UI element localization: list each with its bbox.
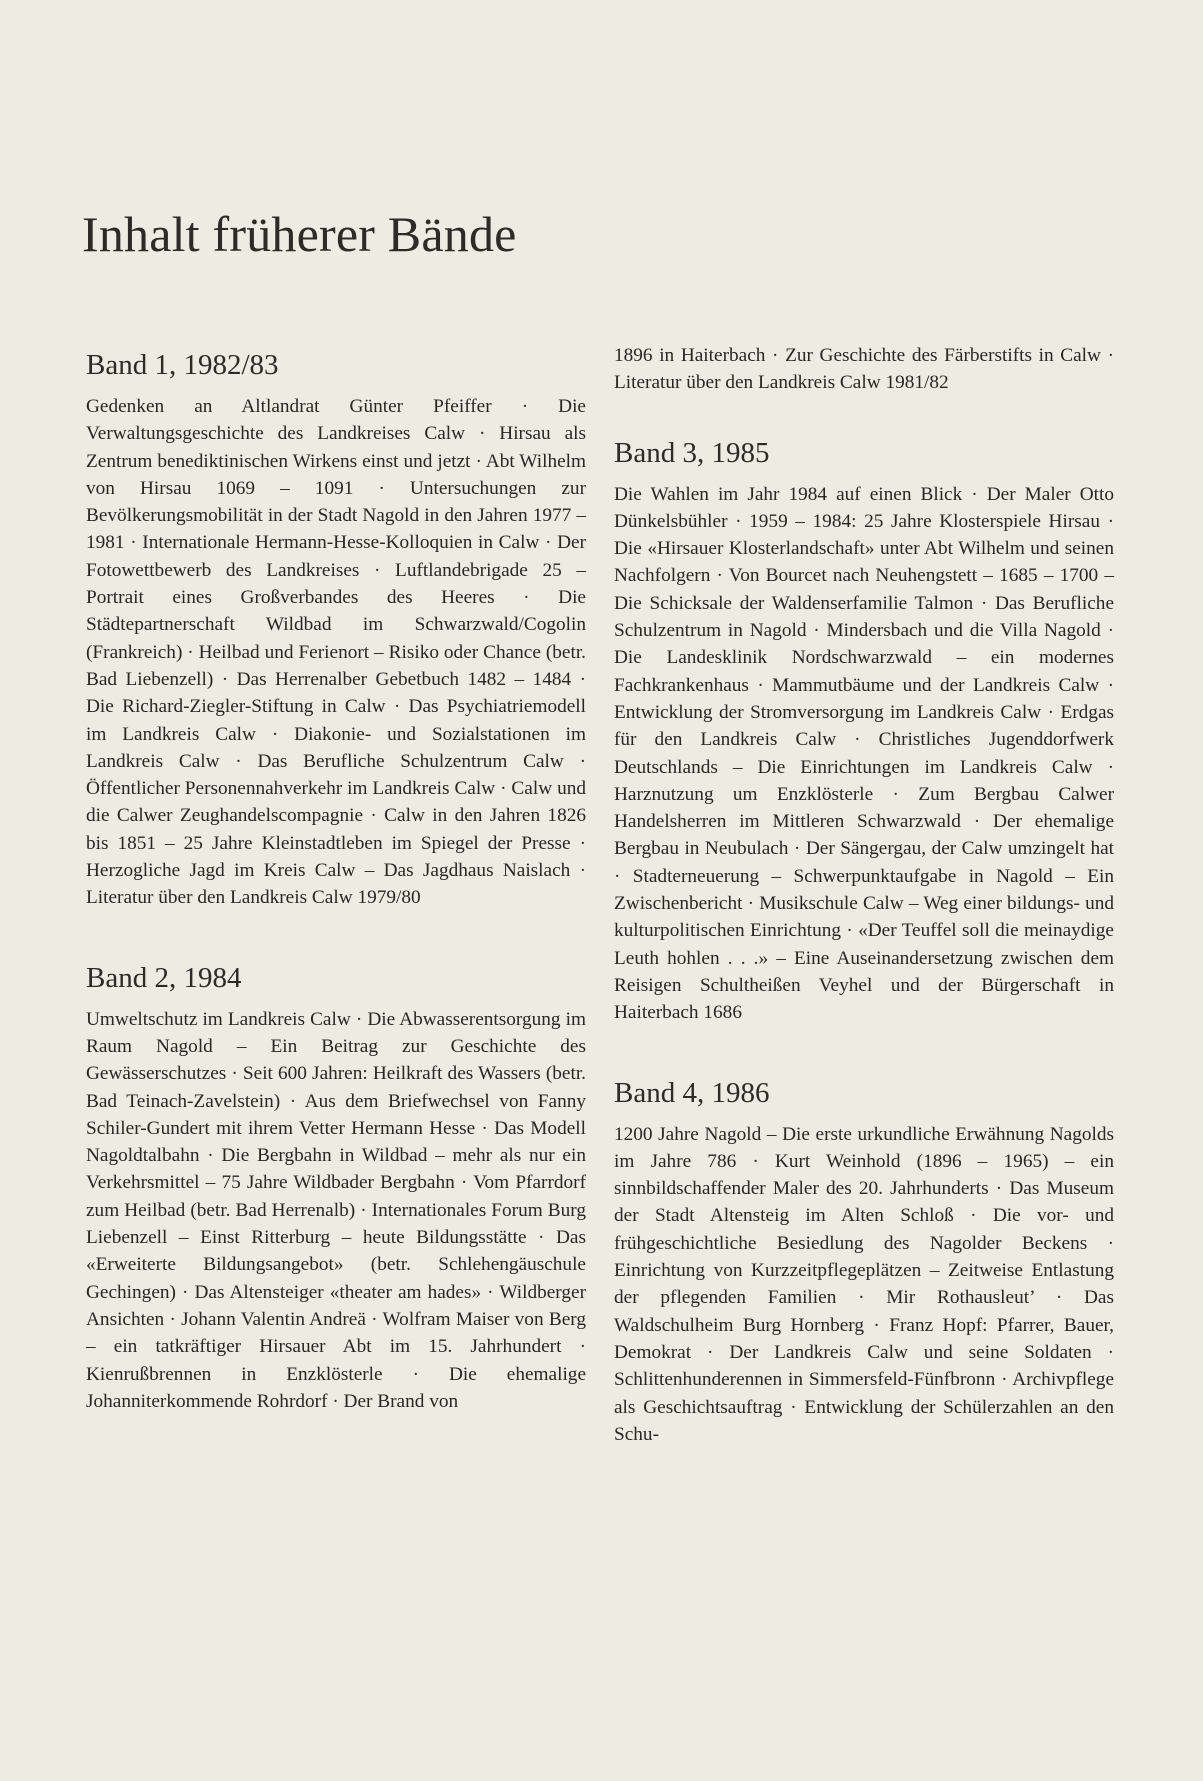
- band-1-contents: Gedenken an Altlandrat Günter Pfeiffer · Die Verwaltungsgeschichte des Landkreises Calw · Hirsau als Zentrum benediktinischen Wirkens einst und jetzt · Abt Wilhelm von Hirsau 1069 – 1091 · Untersuchungen zur Bevölkerungsmobilität in der Stadt Nagold in den Jahren 1977 – 1981 · Internationale Hermann-Hesse-Kolloquien in Calw · Der Fotowettbewerb des Landkreises · Luftlandebrigade 25 – Portrait eines Großverbandes des Heeres · Die Städtepartnerschaft Wildbad im Schwarzwald/Cogolin (Frankreich) · Heilbad und Ferienort – Risiko oder Chance (betr. Bad Liebenzell) · Das Herrenalber Gebetbuch 1482 – 1484 · Die Richard-Ziegler-Stiftung in Calw · Das Psychiatriemodell im Landkreis Calw · Diakonie- und Sozialstationen im Landkreis Calw · Das Berufliche Schulzentrum Calw · Öffentlicher Personennahverkehr im Landkreis Calw · Calw und die Calwer Zeughandelscompagnie · Calw in den Jahren 1826 bis 1851 – 25 Jahre Kleinstadtleben im Spiegel der Presse · Herzogliche Jagd im Kreis Calw – Das Jagdhaus Naislach · Literatur über den Landkreis Calw 1979/80: [86, 396, 586, 909]
- band-4-contents: 1200 Jahre Nagold – Die erste urkundliche Erwähnung Nagolds im Jahre 786 · Kurt Weinhold (1896 – 1965) – ein sinnbildschaffender Maler des 20. Jahrhunderts · Das Museum der Stadt Altensteig im Alten Schloß · Die vor- und frühgeschichtliche Besiedlung des Nagolder Beckens · Einrichtung von Kurzzeitpflegeplätzen – Zeitweise Entlastung der pflegenden Familien · Mir Rothausleut’ · Das Waldschulheim Burg Hornberg · Franz Hopf: Pfarrer, Bauer, Demokrat · Der Landkreis Calw und seine Soldaten · Schlittenhunderennen in Simmersfeld-Fünfbronn · Archivpflege als Geschichtsauftrag · Entwicklung der Schülerzahlen an den Schu-: [614, 1123, 1114, 1445]
- band-2-section: [86, 960, 586, 1415]
- page-title: Inhalt früherer Bände: [82, 206, 517, 262]
- right-column: [614, 342, 1114, 1448]
- band-2-contents: Umweltschutz im Landkreis Calw · Die Abwasserentsorgung im Raum Nagold – Ein Beitrag zur Geschichte des Gewässerschutzes · Seit 600 Jahren: Heilkraft des Wassers (betr. Bad Teinach-Zavelstein) · Aus dem Briefwechsel von Fanny Schiler-Gundert mit ihrem Vetter Hermann Hesse · Das Modell Nagoldtalbahn · Die Bergbahn in Wildbad – mehr als nur ein Verkehrsmittel – 75 Jahre Wildbader Bergbahn · Vom Pfarrdorf zum Heilbad (betr. Bad Herrenalb) · Internationales Forum Burg Liebenzell – Einst Ritterburg – heute Bildungsstätte · Das «Erweiterte Bildungsangebot» (betr. Schlehengäuschule Gechingen) · Das Altensteiger «theater am hades» · Wildberger Ansichten · Johann Valentin Andreä · Wolfram Maiser von Berg – ein tatkräftiger Hirsauer Abt im 15. Jahrhundert · Kienrußbrennen in Enzklösterle · Die ehemalige Johanniterkommende Rohrdorf · Der Brand von: [86, 1008, 586, 1412]
- band-1-section: [86, 347, 586, 912]
- left-column: [86, 347, 586, 1415]
- band-4-section: [614, 1075, 1114, 1449]
- band-2-continuation: 1896 in Haiterbach · Zur Geschichte des Färberstifts in Calw · Literatur über den Landkreis Calw 1981/82: [614, 345, 1114, 394]
- band-2-heading: Band 2, 1984: [86, 961, 242, 994]
- band-4-heading: Band 4, 1986: [614, 1076, 770, 1109]
- band-3-contents: Die Wahlen im Jahr 1984 auf einen Blick · Der Maler Otto Dünkelsbühler · 1959 – 1984: 25 Jahre Klosterspiele Hirsau · Die «Hirsauer Klosterlandschaft» unter Abt Wilhelm und seinen Nachfolgern · Von Bourcet nach Neuhengstett – 1685 – 1700 – Die Schicksale der Waldenserfamilie Talmon · Das Berufliche Schulzentrum in Nagold · Mindersbach und die Villa Nagold · Die Landesklinik Nordschwarzwald – ein modernes Fachkrankenhaus · Mammutbäume und der Landkreis Calw · Entwicklung der Stromversorgung im Landkreis Calw · Erdgas für den Landkreis Calw · Christliches Jugenddorfwerk Deutschlands – Die Einrichtungen im Landkreis Calw · Harznutzung um Enzklösterle · Zum Bergbau Calwer Handelsherren im Mittleren Schwarzwald · Der ehemalige Bergbau in Neubulach · Der Sängergau, der Calw umzingelt hat · Stadterneuerung – Schwerpunktaufgabe in Nagold – Ein Zwischenbericht · Musikschule Calw – Weg einer bildungs- und kulturpolitischen Einrichtung · «Der Teuffel soll die meinaydige Leuth hohlen . . .» – Eine Auseinandersetzung zwischen dem Reisigen Schultheißen Veyhel und der Bürgerschaft in Haiterbach 1686: [614, 483, 1114, 1024]
- band-3-heading: Band 3, 1985: [614, 436, 770, 469]
- band-1-heading: Band 1, 1982/83: [86, 349, 279, 381]
- band-3-section: [614, 435, 1114, 1027]
